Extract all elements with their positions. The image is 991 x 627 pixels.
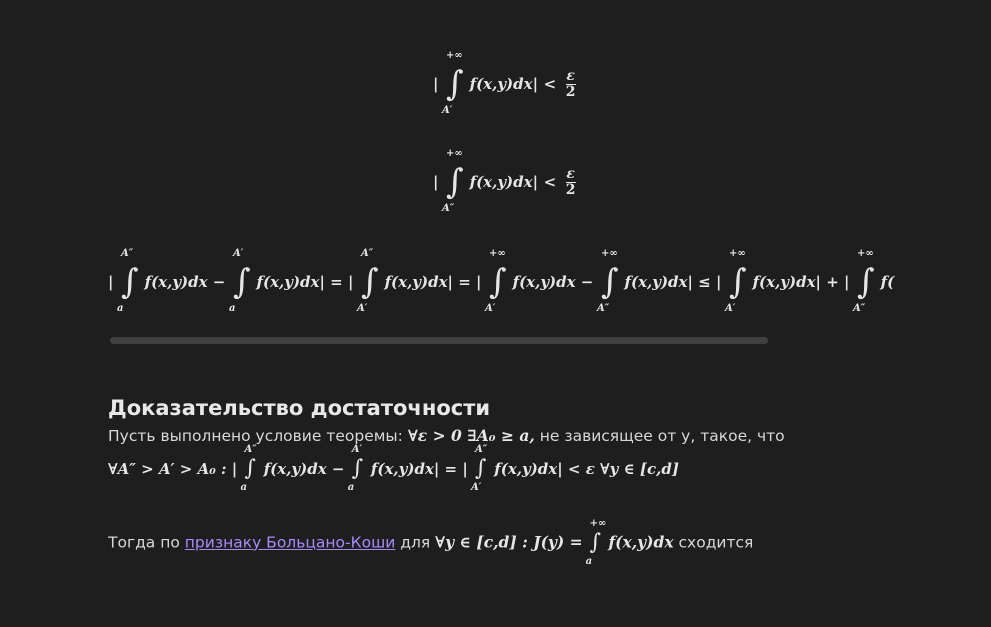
quantifier-prefix: ∀A″ > A′ > A₀ : | xyxy=(108,460,238,478)
upper-limit: A′ xyxy=(232,248,244,259)
less-than: < xyxy=(543,173,557,191)
formula-3-scroll-area xyxy=(108,248,908,322)
integral-6 xyxy=(725,248,747,314)
integral-sign: ∫ xyxy=(589,530,602,555)
integral-sign: ∫ xyxy=(121,262,139,302)
integrand: f(x,y)dx| xyxy=(469,173,539,191)
conclusion-line xyxy=(108,518,754,567)
integral xyxy=(442,148,464,214)
numerator: ε xyxy=(566,165,575,182)
term-5: f(x,y)dx| ≤ | xyxy=(624,273,722,291)
term-6: f(x,y)dx| + | xyxy=(752,273,850,291)
conclusion-text: Тогда по xyxy=(108,533,180,552)
upper-limit: +∞ xyxy=(589,518,607,529)
term-2: f(x,y)dx| = | xyxy=(256,273,354,291)
lower-limit: a xyxy=(240,482,247,493)
integral xyxy=(585,518,607,567)
upper-limit: +∞ xyxy=(857,248,874,259)
integral-sign: ∫ xyxy=(857,262,875,302)
term-1: f(x,y)dx − xyxy=(144,273,226,291)
fraction xyxy=(566,167,576,198)
integral-1 xyxy=(117,248,139,314)
denominator: 2 xyxy=(565,83,576,100)
fraction xyxy=(566,69,576,100)
condition-tail: не зависящее от y, такое, что xyxy=(539,427,785,445)
less-than: < xyxy=(543,75,557,93)
lower-limit: A′ xyxy=(442,105,453,116)
formula-2 xyxy=(433,148,576,214)
upper-limit: +∞ xyxy=(600,248,618,259)
lower-limit: A′ xyxy=(725,303,736,314)
horizontal-scrollbar[interactable] xyxy=(110,337,768,344)
lower-limit: a xyxy=(347,482,355,493)
abs-bar: | xyxy=(433,75,439,93)
formula-1 xyxy=(433,50,576,116)
lower-limit: a xyxy=(228,303,236,314)
upper-limit: A′ xyxy=(351,444,363,455)
conclusion-mid: для xyxy=(400,533,431,552)
integrand: f(x,y)dx xyxy=(608,532,674,552)
integral-sign: ∫ xyxy=(600,262,619,302)
conclusion-tail: сходится xyxy=(678,533,754,552)
integral-7 xyxy=(853,248,875,314)
integral-sign: ∫ xyxy=(351,456,364,481)
integrand: f(x,y)dx| xyxy=(469,75,539,93)
conclusion-math: ∀y ∈ [c,d] : J(y) = xyxy=(435,532,583,552)
upper-limit: +∞ xyxy=(446,148,463,159)
bolzano-cauchy-link[interactable]: признаку Больцано-Коши xyxy=(184,533,396,552)
condition-text: Пусть выполнено условие теоремы: xyxy=(108,427,403,445)
integral-sign: ∫ xyxy=(232,262,251,302)
integral xyxy=(240,444,258,493)
lower-limit: A″ xyxy=(853,303,866,314)
upper-limit: A″ xyxy=(361,248,374,259)
lower-limit: a xyxy=(585,556,593,567)
integral-3 xyxy=(357,248,379,314)
abs-bar: | xyxy=(108,273,114,291)
numerator: ε xyxy=(566,67,575,84)
integral-sign: ∫ xyxy=(475,456,487,481)
term: f(x,y)dx| < ε ∀y ∈ [c,d] xyxy=(494,460,679,478)
integral-sign: ∫ xyxy=(729,262,747,302)
condition-math: ∀ε > 0 ∃A₀ ≥ a, xyxy=(407,426,535,445)
upper-limit: +∞ xyxy=(489,248,506,259)
integral xyxy=(347,444,366,493)
term-7: f( xyxy=(880,273,895,291)
lower-limit: A′ xyxy=(357,303,368,314)
integral-4 xyxy=(485,248,507,314)
term: f(x,y)dx − xyxy=(263,460,345,478)
term-4: f(x,y)dx − xyxy=(512,273,594,291)
section-heading: Доказательство достаточности xyxy=(108,396,491,420)
integral-2 xyxy=(228,248,251,314)
condition-line xyxy=(108,426,785,445)
lower-limit: A″ xyxy=(596,303,610,314)
denominator: 2 xyxy=(565,181,576,198)
lower-limit: A′ xyxy=(485,303,496,314)
criterion-formula xyxy=(108,444,679,493)
integral-sign: ∫ xyxy=(244,456,256,481)
integral-sign: ∫ xyxy=(446,64,464,104)
term-3: f(x,y)dx| = | xyxy=(384,273,482,291)
upper-limit: +∞ xyxy=(729,248,746,259)
lower-limit: A″ xyxy=(442,203,455,214)
abs-bar: | xyxy=(433,173,439,191)
upper-limit: A″ xyxy=(244,444,257,455)
integral-5 xyxy=(596,248,619,314)
lower-limit: a xyxy=(117,303,124,314)
integral-sign: ∫ xyxy=(361,262,379,302)
integral xyxy=(471,444,489,493)
integral-sign: ∫ xyxy=(446,162,464,202)
upper-limit: +∞ xyxy=(446,50,463,61)
upper-limit: A″ xyxy=(121,248,134,259)
integral xyxy=(442,50,464,116)
lower-limit: A′ xyxy=(471,482,482,493)
integral-sign: ∫ xyxy=(489,262,507,302)
upper-limit: A″ xyxy=(475,444,488,455)
term: f(x,y)dx| = | xyxy=(370,460,468,478)
